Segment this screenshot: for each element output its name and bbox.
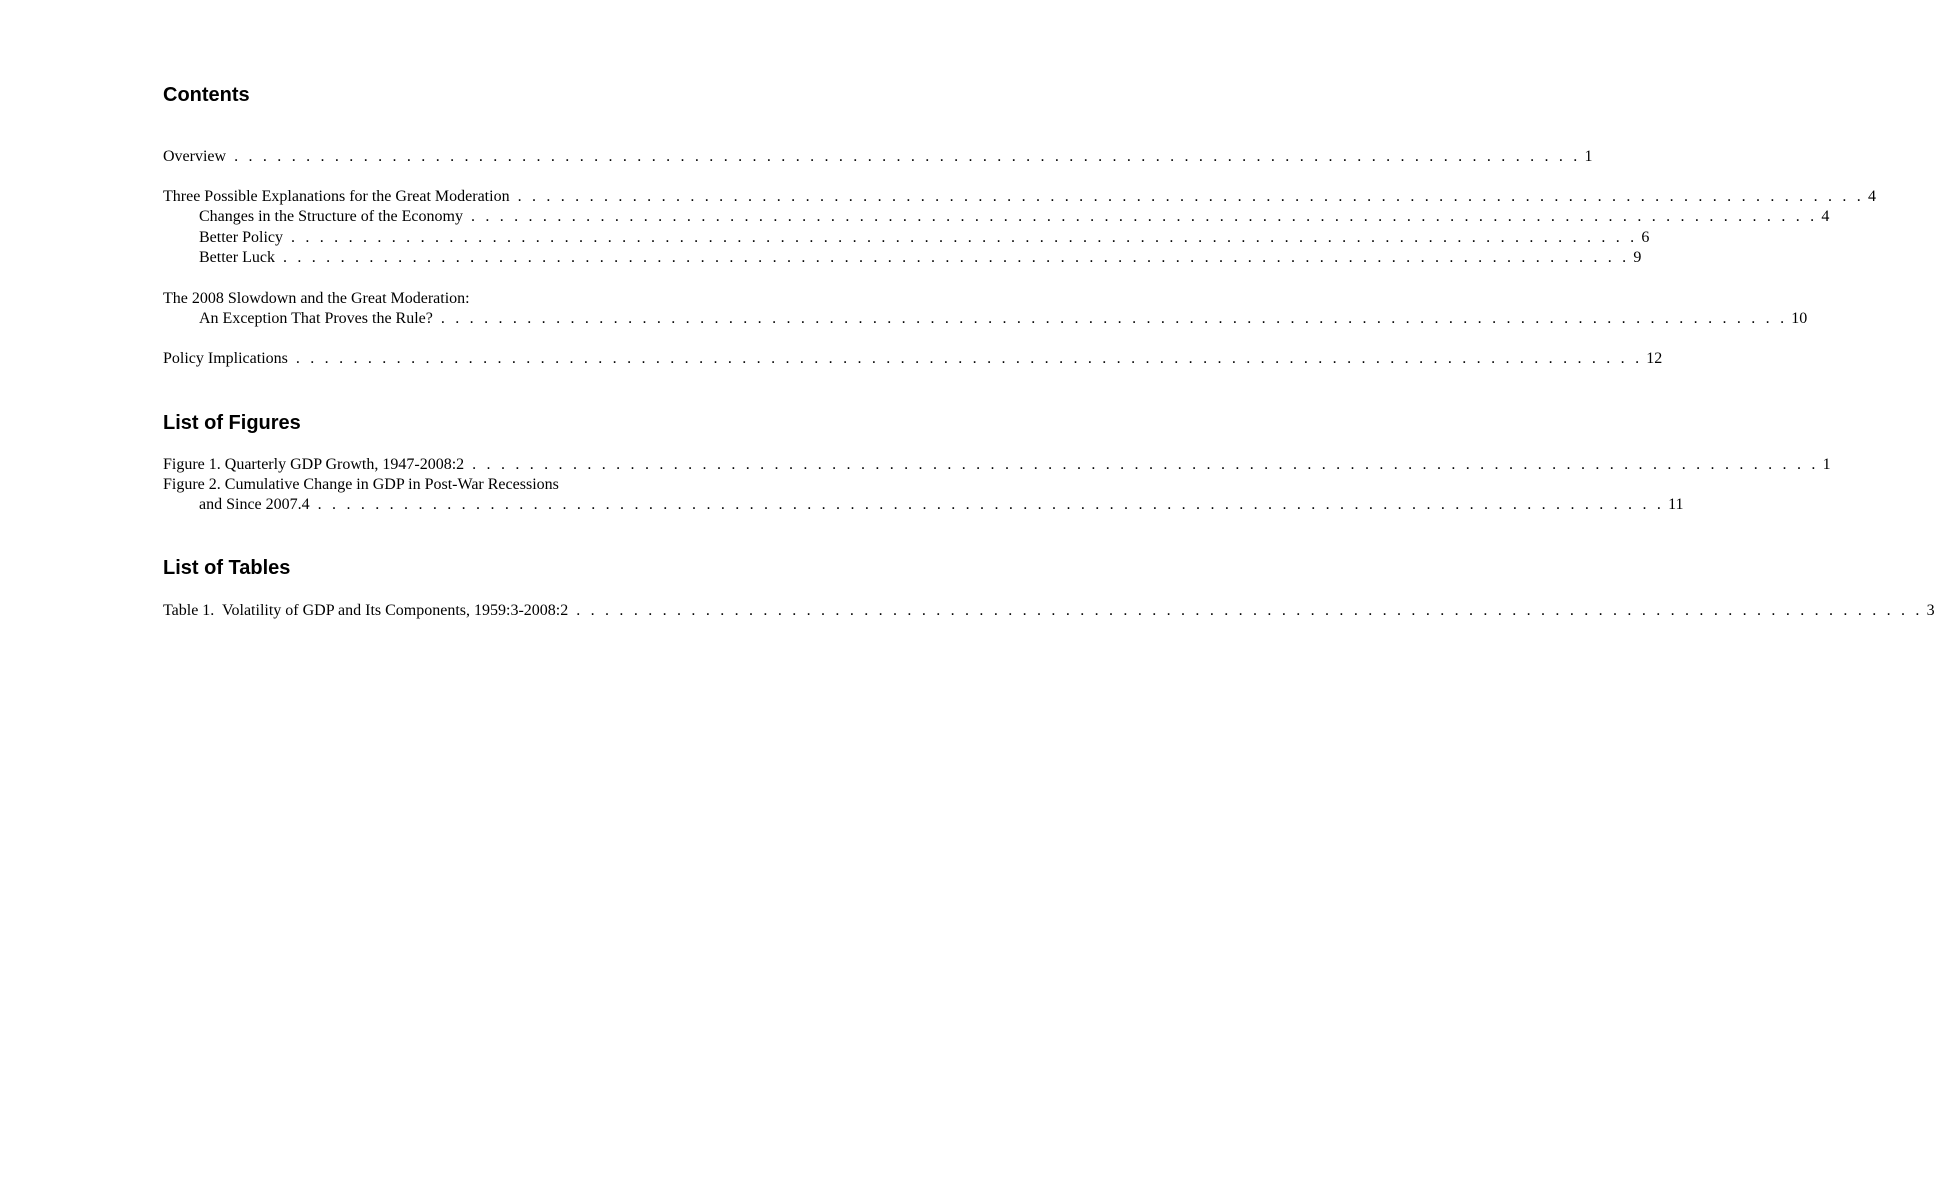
table-page-number: 3 bbox=[1926, 602, 1935, 619]
tables-heading: List of Tables bbox=[163, 557, 291, 579]
dot-leader: . . . . . . . . . . . . . . . . . . . . . . . . . . . . . . . . . . . . . . . . . . . . . . . . . . . . . . . . . . . . . . . . . . . . . . . . . . . . . . . . . . . . . . . . . . . . . . bbox=[470, 208, 1818, 225]
table-entry-label: Table 1. Volatility of GDP and Its Components, 1959:3-2008:2 bbox=[163, 602, 569, 619]
toc-entry-implications[interactable] bbox=[163, 349, 1663, 369]
toc-entry-slowdown[interactable] bbox=[199, 309, 1808, 329]
toc-entry-label: Overview bbox=[163, 148, 227, 165]
toc-entry-better-luck[interactable] bbox=[199, 248, 1642, 268]
toc-page-number: 12 bbox=[1646, 350, 1663, 367]
toc-entry-label: Better Luck bbox=[199, 249, 275, 266]
toc-entry-label: Policy Implications bbox=[163, 350, 288, 367]
toc-entry-explanations[interactable] bbox=[163, 187, 1876, 207]
dot-leader: . . . . . . . . . . . . . . . . . . . . . . . . . . . . . . . . . . . . . . . . . . . . . . . . . . . . . . . . . . . . . . . . . . . . . . . . . . . . . . . . . . . . . . . . . . . . . . bbox=[234, 148, 1581, 165]
figure-entry-label: and Since 2007.4 bbox=[199, 496, 310, 513]
toc-entry-structure[interactable] bbox=[199, 207, 1830, 227]
figures-heading: List of Figures bbox=[163, 412, 301, 434]
toc-page-number: 4 bbox=[1821, 208, 1830, 225]
dot-leader: . . . . . . . . . . . . . . . . . . . . . . . . . . . . . . . . . . . . . . . . . . . . . . . . . . . . . . . . . . . . . . . . . . . . . . . . . . . . . . . . . . . . . . . . . . . . . . bbox=[517, 188, 1864, 205]
toc-entry-better-policy[interactable] bbox=[199, 228, 1650, 248]
toc-page-number: 4 bbox=[1867, 188, 1876, 205]
toc-page-number: 9 bbox=[1633, 249, 1642, 266]
toc-page-number: 6 bbox=[1641, 229, 1650, 246]
dot-leader: . . . . . . . . . . . . . . . . . . . . . . . . . . . . . . . . . . . . . . . . . . . . . . . . . . . . . . . . . . . . . . . . . . . . . . . . . . . . . . . . . . . . . . . . . . . . . . bbox=[295, 350, 1643, 367]
contents-heading: Contents bbox=[163, 84, 250, 106]
toc-entry-label: Better Policy bbox=[199, 229, 283, 246]
toc-entry-label: Three Possible Explanations for the Great Moderation bbox=[163, 188, 510, 205]
figure-entry-2[interactable] bbox=[199, 495, 1684, 515]
figure-entry-2-line1[interactable]: Figure 2. Cumulative Change in GDP in Post-War Recessions bbox=[163, 476, 559, 493]
figure-page-number: 1 bbox=[1822, 456, 1831, 473]
dot-leader: . . . . . . . . . . . . . . . . . . . . . . . . . . . . . . . . . . . . . . . . . . . . . . . . . . . . . . . . . . . . . . . . . . . . . . . . . . . . . . . . . . . . . . . . . . . . . . bbox=[472, 456, 1819, 473]
dot-leader: . . . . . . . . . . . . . . . . . . . . . . . . . . . . . . . . . . . . . . . . . . . . . . . . . . . . . . . . . . . . . . . . . . . . . . . . . . . . . . . . . . . . . . . . . . . . . . bbox=[440, 310, 1788, 327]
dot-leader: . . . . . . . . . . . . . . . . . . . . . . . . . . . . . . . . . . . . . . . . . . . . . . . . . . . . . . . . . . . . . . . . . . . . . . . . . . . . . . . . . . . . . . . . . . . . . . bbox=[317, 496, 1665, 513]
toc-entry-label: An Exception That Proves the Rule? bbox=[199, 310, 433, 327]
table-entry-1[interactable] bbox=[163, 601, 1935, 621]
dot-leader: . . . . . . . . . . . . . . . . . . . . . . . . . . . . . . . . . . . . . . . . . . . . . . . . . . . . . . . . . . . . . . . . . . . . . . . . . . . . . . . . . . . . . . . . . . . . . . bbox=[576, 602, 1923, 619]
figure-page-number: 11 bbox=[1668, 496, 1684, 513]
toc-page-number: 1 bbox=[1584, 148, 1593, 165]
toc-page-number: 10 bbox=[1791, 310, 1808, 327]
figure-entry-label: Figure 1. Quarterly GDP Growth, 1947-2008:2 bbox=[163, 456, 465, 473]
toc-entry-overview[interactable] bbox=[163, 147, 1593, 167]
toc-entry-label: Changes in the Structure of the Economy bbox=[199, 208, 463, 225]
dot-leader: . . . . . . . . . . . . . . . . . . . . . . . . . . . . . . . . . . . . . . . . . . . . . . . . . . . . . . . . . . . . . . . . . . . . . . . . . . . . . . . . . . . . . . . . . . . . . . bbox=[282, 249, 1630, 266]
figure-entry-1[interactable] bbox=[163, 455, 1831, 475]
dot-leader: . . . . . . . . . . . . . . . . . . . . . . . . . . . . . . . . . . . . . . . . . . . . . . . . . . . . . . . . . . . . . . . . . . . . . . . . . . . . . . . . . . . . . . . . . . . . . . bbox=[290, 229, 1638, 246]
toc-entry-slowdown-line1[interactable]: The 2008 Slowdown and the Great Moderation: bbox=[163, 290, 470, 307]
